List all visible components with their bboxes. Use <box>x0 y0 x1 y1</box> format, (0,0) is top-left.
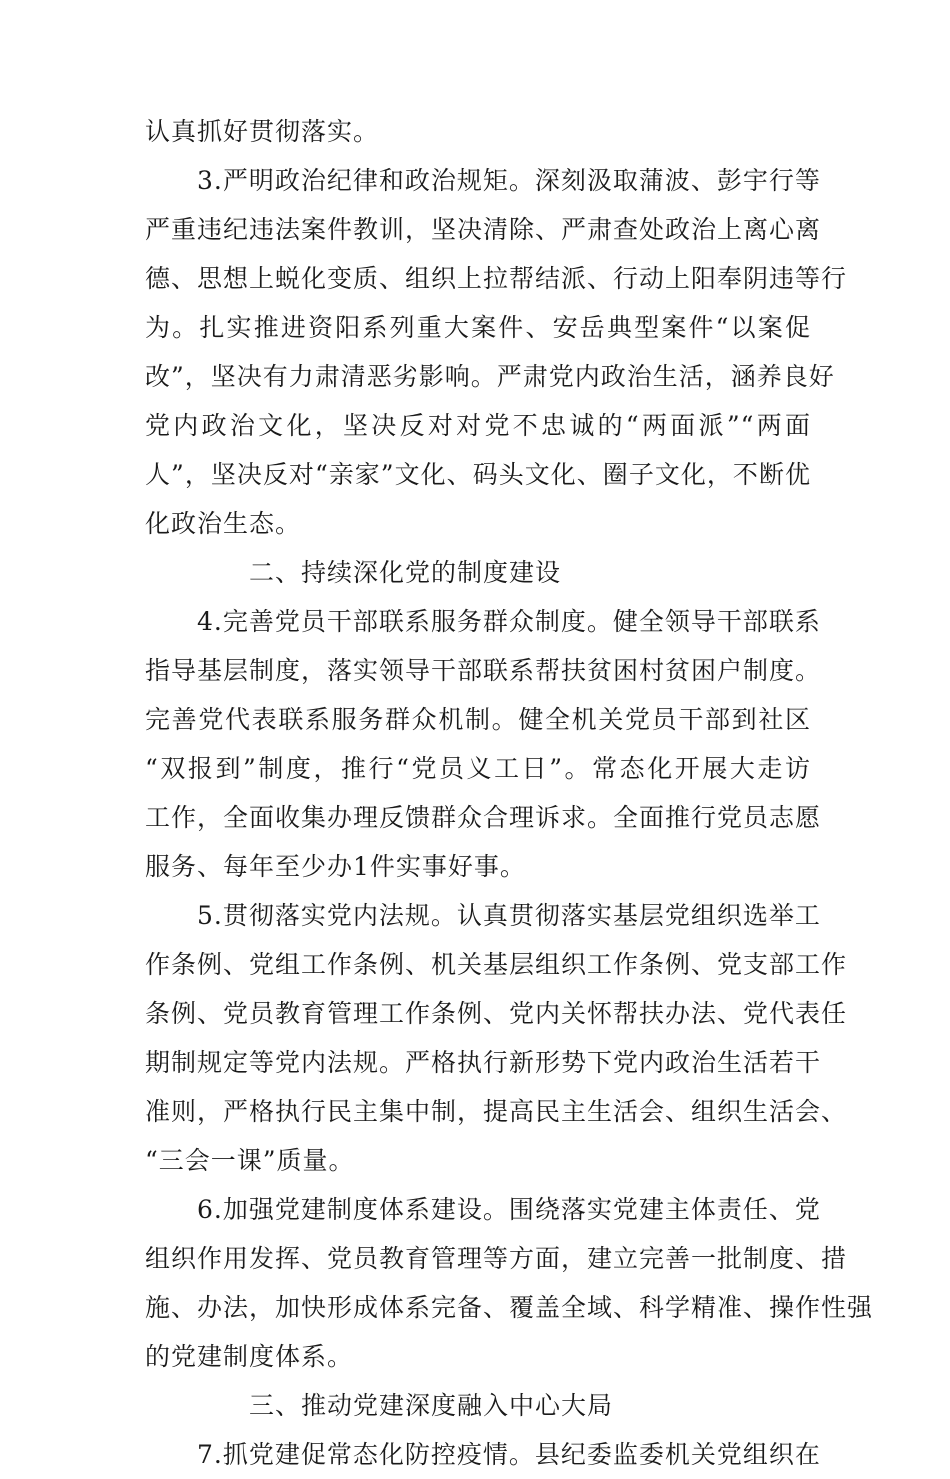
text-line: 施、办法，加快形成体系完备、覆盖全域、科学精准、操作性强 <box>145 1293 874 1322</box>
paragraph <box>145 107 811 156</box>
document-body <box>145 107 874 1479</box>
text-line: 三、推动党建深度融入中心大局 <box>249 1391 614 1420</box>
text-line: “双报到”制度，推行“党员义工日”。常态化开展大走访 <box>145 754 811 783</box>
paragraph <box>145 1430 821 1479</box>
text-line: 德、思想上蜕化变质、组织上拉帮结派、行动上阳奉阴违等行 <box>145 264 848 293</box>
section-heading <box>145 1381 811 1430</box>
text-line: “三会一课”质量。 <box>145 1146 355 1175</box>
text-line: 作条例、党组工作条例、机关基层组织工作条例、党支部工作 <box>145 950 848 979</box>
text-line: 条例、党员教育管理工作条例、党内关怀帮扶办法、党代表任 <box>145 999 848 1028</box>
paragraph <box>145 156 848 548</box>
text-line: 党内政治文化，坚决反对对党不忠诚的“两面派”“两面 <box>145 411 811 440</box>
text-line: 期制规定等党内法规。严格执行新形势下党内政治生活若干 <box>145 1048 822 1077</box>
text-line: 为。扎实推进资阳系列重大案件、安岳典型案件“以案促 <box>145 313 811 342</box>
text-line: 化政治生态。 <box>145 509 302 538</box>
text-line: 指导基层制度，落实领导干部联系帮扶贫困村贫困户制度。 <box>145 656 822 685</box>
text-line: 3.严明政治纪律和政治规矩。深刻汲取蒲波、彭宇行等 <box>197 166 821 195</box>
text-line: 完善党代表联系服务群众机制。健全机关党员干部到社区 <box>145 705 811 734</box>
paragraph <box>145 597 822 891</box>
text-line: 5.贯彻落实党内法规。认真贯彻落实基层党组织选举工 <box>197 901 821 930</box>
text-line: 的党建制度体系。 <box>145 1342 354 1371</box>
text-line: 严重违纪违法案件教训，坚决清除、严肃查处政治上离心离 <box>145 215 822 244</box>
text-line: 认真抓好贯彻落实。 <box>145 117 380 146</box>
text-line: 二、持续深化党的制度建设 <box>249 558 562 587</box>
text-line: 服务、每年至少办1件实事好事。 <box>145 852 526 881</box>
paragraph <box>145 1185 874 1381</box>
text-line: 6.加强党建制度体系建设。围绕落实党建主体责任、党 <box>197 1195 821 1224</box>
paragraph <box>145 891 848 1185</box>
text-line: 工作，全面收集办理反馈群众合理诉求。全面推行党员志愿 <box>145 803 822 832</box>
text-line: 改”，坚决有力肃清恶劣影响。严肃党内政治生活，涵养良好 <box>145 362 835 391</box>
text-line: 7.抓党建促常态化防控疫情。县纪委监委机关党组织在 <box>197 1440 821 1469</box>
text-line: 组织作用发挥、党员教育管理等方面，建立完善一批制度、措 <box>145 1244 848 1273</box>
text-line: 4.完善党员干部联系服务群众制度。健全领导干部联系 <box>197 607 821 636</box>
text-line: 准则，严格执行民主集中制，提高民主生活会、组织生活会、 <box>145 1097 848 1126</box>
text-line: 人”，坚决反对“亲家”文化、码头文化、圈子文化，不断优 <box>145 460 811 489</box>
section-heading <box>145 548 811 597</box>
